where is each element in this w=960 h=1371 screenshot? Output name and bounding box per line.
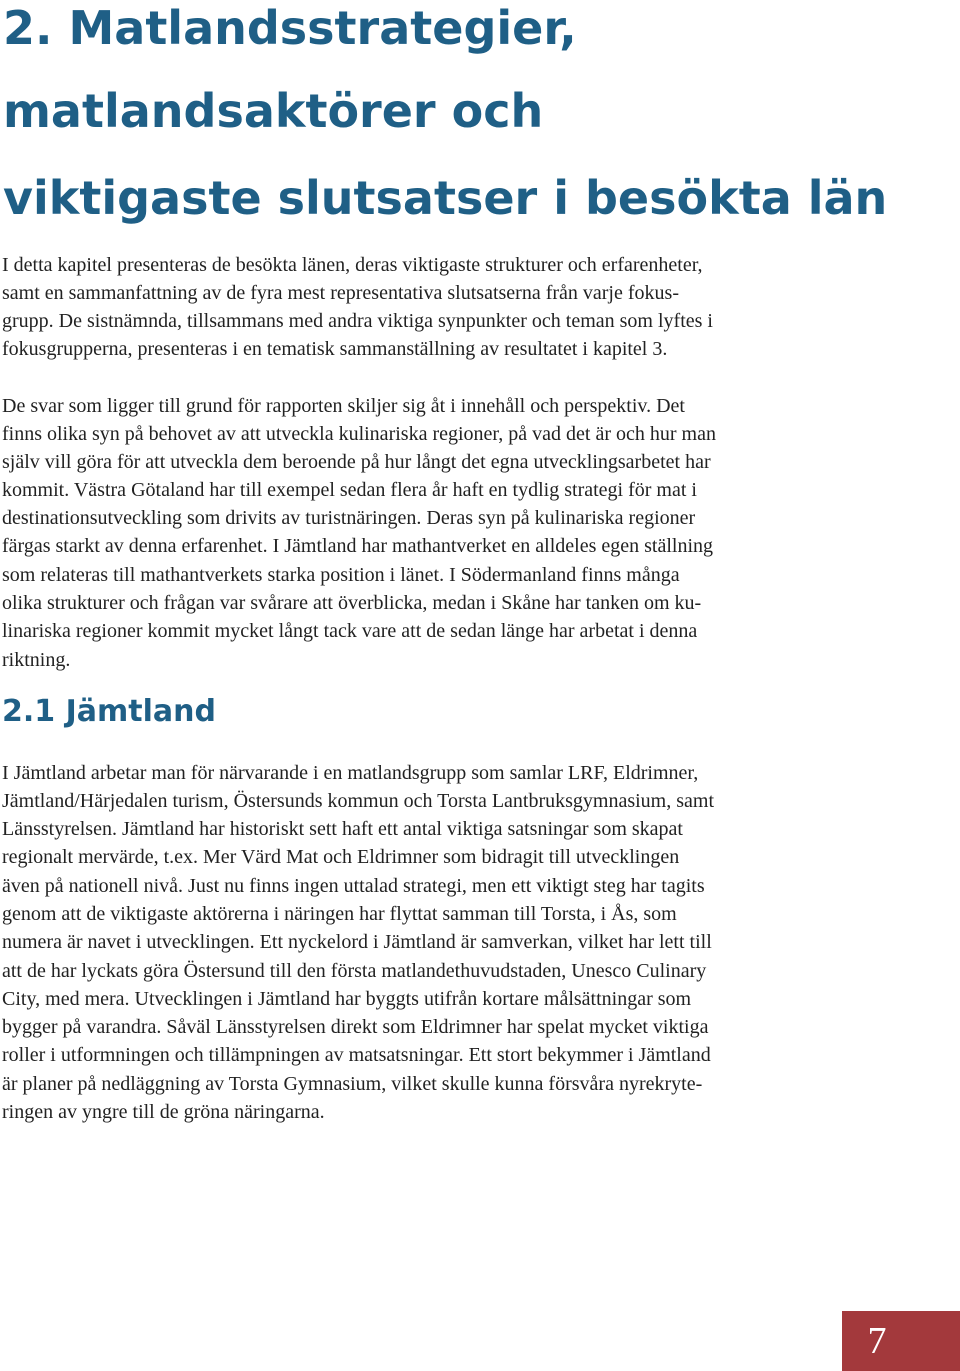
intro-line: grupp. De sistnämnda, tillsammans med andra viktiga synpunkter och teman som lyftes i	[2, 310, 713, 332]
paragraph-line: färgas starkt av denna erfarenhet. I Jämtland har mathantverket en alldeles egen ställning	[2, 535, 714, 557]
intro-line: I detta kapitel presenteras de besökta länen, deras viktigaste strukturer och erfarenheter,	[2, 254, 703, 276]
page-number-badge	[842, 1311, 960, 1371]
paragraph-line: destinationsutveckling som drivits av turistnäringen. Deras syn på kulinariska regioner	[2, 507, 696, 529]
section-line: ringen av yngre till de gröna näringarna.	[2, 1101, 325, 1123]
paragraph-line: själv vill göra för att utveckla dem beroende på hur långt det egna utvecklingsarbetet har	[2, 451, 711, 473]
paragraph-line: finns olika syn på behovet av att utveckla kulinariska regioner, på vad det är och hur man	[2, 423, 716, 445]
section-line: regionalt mervärde, t.ex. Mer Värd Mat och Eldrimner som bidragit till utvecklingen	[2, 846, 680, 868]
chapter-title-line-1: 2. Matlandsstrategier,	[3, 1, 577, 55]
section-line: bygger på varandra. Såväl Länsstyrelsen direkt som Eldrimner har spelat mycket viktiga	[2, 1016, 709, 1038]
section-line: är planer på nedläggning av Torsta Gymnasium, vilket skulle kunna försvåra nyrekryte-	[2, 1073, 703, 1095]
section-line: roller i utformningen och tillämpningen av matsatsningar. Ett stort bekymmer i Jämtland	[2, 1044, 711, 1066]
section-line: genom att de viktigaste aktörerna i näringen har flyttat samman till Torsta, i Ås, som	[2, 903, 677, 925]
section-line: Länsstyrelsen. Jämtland har historiskt sett haft ett antal viktiga satsningar som skapat	[2, 818, 683, 840]
chapter-title-line-3: viktigaste slutsatser i besökta län	[3, 171, 888, 225]
paragraph-line: riktning.	[2, 649, 71, 671]
paragraph-line: linariska regioner kommit mycket långt tack vare att de sedan länge har arbetat i denna	[2, 620, 698, 642]
section-line: numera är navet i utvecklingen. Ett nyckelord i Jämtland är samverkan, vilket har lett till	[2, 931, 712, 953]
paragraph-line: kommit. Västra Götaland har till exempel sedan flera år haft en tydlig strategi för mat i	[2, 479, 697, 501]
section-line: även på nationell nivå. Just nu finns ingen uttalad strategi, men ett viktigt steg har tagits	[2, 875, 705, 897]
section-line: att de har lyckats göra Östersund till den första matlandethuvudstaden, Unesco Culinary	[2, 960, 707, 982]
paragraph-line: som relateras till mathantverkets starka position i länet. I Södermanland finns många	[2, 564, 680, 586]
paragraph-line: De svar som ligger till grund för rapporten skiljer sig åt i innehåll och perspektiv. Det	[2, 395, 685, 417]
intro-line: fokusgrupperna, presenteras i en tematisk sammanställning av resultatet i kapitel 3.	[2, 338, 668, 360]
section-line: Jämtland/Härjedalen turism, Östersunds kommun och Torsta Lantbruksgymnasium, samt	[2, 790, 715, 812]
section-line: I Jämtland arbetar man för närvarande i en matlandsgrupp som samlar LRF, Eldrimner,	[2, 762, 699, 784]
intro-line: samt en sammanfattning av de fyra mest representativa slutsatserna från varje fokus-	[2, 282, 679, 304]
section-line: City, med mera. Utvecklingen i Jämtland har byggts utifrån kortare målsättningar som	[2, 988, 692, 1010]
chapter-title-line-2: matlandsaktörer och	[3, 84, 544, 138]
paragraph-line: olika strukturer och frågan var svårare att överblicka, medan i Skåne har tanken om ku-	[2, 592, 702, 614]
page-number: 7	[867, 1320, 887, 1362]
section-heading: 2.1 Jämtland	[2, 694, 216, 729]
